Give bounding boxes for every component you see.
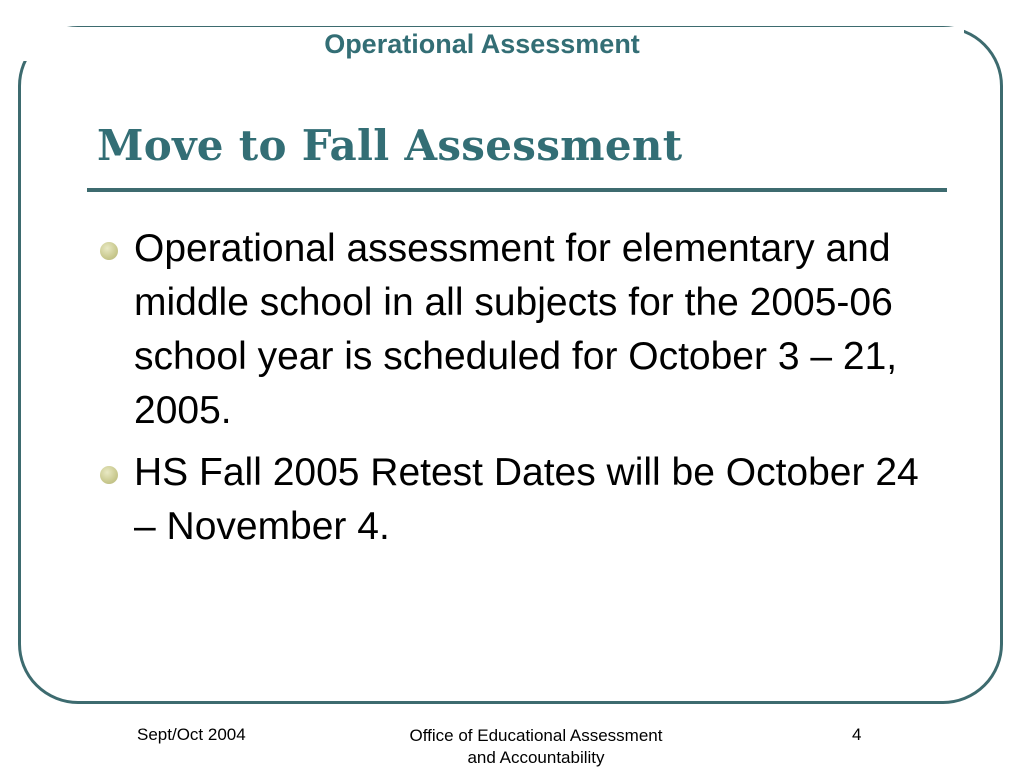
bullet-text: HS Fall 2005 Retest Dates will be October 24 – November 4. bbox=[134, 451, 919, 548]
page-number: 4 bbox=[852, 725, 862, 744]
bullet-dot-icon bbox=[100, 466, 118, 484]
title-divider bbox=[87, 188, 947, 192]
slide-title: Move to Fall Assessment bbox=[97, 121, 683, 170]
bullet-item bbox=[96, 222, 926, 438]
bullet-dot-icon bbox=[100, 242, 118, 260]
section-header bbox=[0, 27, 964, 61]
bullet-item bbox=[96, 446, 926, 554]
footer-office-line2: and Accountability bbox=[467, 748, 605, 767]
section-header-label: Operational Assessment bbox=[320, 29, 644, 59]
bullet-list bbox=[96, 222, 926, 562]
footer-date: Sept/Oct 2004 bbox=[137, 725, 246, 744]
footer-office-line1: Office of Educational Assessment bbox=[409, 726, 663, 745]
bullet-text: Operational assessment for elementary and middle school in all subjects for the 2005-06 school year is scheduled for October 3 – 21, 2005. bbox=[134, 227, 898, 432]
footer-office bbox=[0, 725, 1024, 768]
